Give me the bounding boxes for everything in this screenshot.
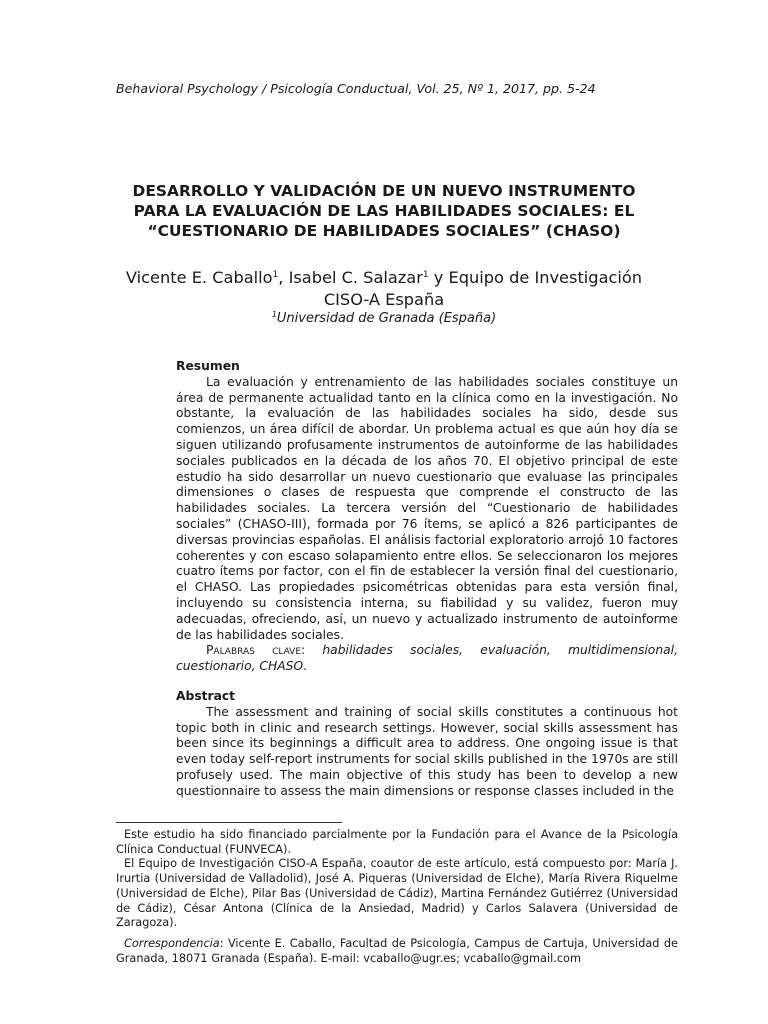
author-line-2: CISO-A España xyxy=(323,290,445,309)
author-separator: , xyxy=(278,268,289,287)
article-title xyxy=(100,181,668,241)
affiliation-marker: 1 xyxy=(272,270,279,280)
author-name: Isabel C. Salazar xyxy=(288,268,423,287)
keywords-terms: habilidades sociales, evaluación, multidimensional, cuestionario, CHASO xyxy=(176,643,678,674)
abstract-body: The assessment and training of social skills constitutes a continuous hot topic both in clinic and research settings. However, social skills assessment has been since its beginnings a difficult area to address. One ongoing issue is that even today self-report instruments for social skills published in the 1970s are still profusely used. The main objective of this study has been to develop a new questionnaire to assess the main dimensions or response classes included in the xyxy=(176,704,678,798)
footnotes xyxy=(116,828,678,966)
correspondence-text: : Vicente E. Caballo, Facultad de Psicología, Campus de Cartuja, Universidad de Granada, 18071 Granada (España). E-mail: vcaballo@ugr.es; vcaballo@gmail.com xyxy=(116,936,678,965)
footnote-correspondence xyxy=(116,937,678,966)
footnote-divider xyxy=(116,822,342,823)
footnote-team: El Equipo de Investigación CISO-A España, coautor de este artículo, está compuesto por: María J. Irurtia (Universidad de Valladolid), José A. Piqueras (Universidad de Elche), María Rivera Riquelme (Universidad de Elche), Pilar Bas (Universidad de Cádiz), Martina Fernández Gutiérrez (Universidad de Cádiz), César Antona (Clínica de la Ansiedad, Madrid) y Carlos Salavera (Universidad de Zaragoza). xyxy=(116,857,678,930)
resumen-section xyxy=(176,359,678,675)
author-line-1 xyxy=(100,267,668,289)
title-line-1: DESARROLLO Y VALIDACIÓN DE UN NUEVO INSTRUMENTO xyxy=(132,182,636,200)
keywords-separator: : xyxy=(301,643,323,658)
affiliation-marker: 1 xyxy=(422,270,429,280)
resumen-body: La evaluación y entrenamiento de las habilidades sociales constituye un área de permanente actualidad tanto en la clínica como en la investigación. No obstante, la evaluación de las habilidades sociales ha sido, desde sus comienzos, un área difícil de abordar. Un problema actual es que aún hoy día se siguen utilizando profusamente instrumentos de autoinforme de las habilidades sociales publicados en la década de los años 70. El objetivo principal de este estudio ha sido desarrollar un nuevo cuestionario que evaluase las principales dimensiones o clases de respuesta que comprende el constructo de las habilidades sociales. La tercera versión del “Cuestionario de habilidades sociales” (CHASO-III), formada por 76 ítems, se aplicó a 826 participantes de diversas provincias españolas. El análisis factorial exploratorio arrojó 10 factores coherentes y con escaso solapamiento entre ellos. Se seleccionaron los mejores cuatro ítems por factor, con el fin de establecer la versión final del cuestionario, el CHASO. Las propiedades psicométricas obtenidas para esta versión final, incluyendo su consistencia interna, su fiabilidad y su validez, fueron muy adecuadas, ofreciendo, así, un nuevo y actualizado instrumento de autoinforme de las habilidades sociales. xyxy=(176,374,678,642)
footnote-funding: Este estudio ha sido financiado parcialmente por la Fundación para el Avance de la Psicología Clínica Conductual (FUNVECA). xyxy=(116,828,678,856)
abstract-section xyxy=(176,689,678,800)
keywords-end: . xyxy=(303,659,308,674)
affiliation xyxy=(100,310,668,327)
author-group: y Equipo de Investigación xyxy=(428,268,643,287)
keywords-line xyxy=(176,643,678,675)
correspondence-label: Correspondencia xyxy=(124,936,220,950)
title-line-3: “CUESTIONARIO DE HABILIDADES SOCIALES” (CHASO) xyxy=(147,222,621,240)
journal-header: Behavioral Psychology / Psicología Conductual, Vol. 25, Nº 1, 2017, pp. 5-24 xyxy=(116,81,596,96)
author-name: Vicente E. Caballo xyxy=(125,268,273,287)
title-line-2: PARA LA EVALUACIÓN DE LAS HABILIDADES SOCIALES: EL xyxy=(133,202,635,220)
affiliation-marker: 1 xyxy=(271,310,277,319)
affiliation-text: Universidad de Granada (España) xyxy=(276,311,497,326)
keywords-label: Palabras clave xyxy=(206,643,302,658)
resumen-heading: Resumen xyxy=(176,359,240,373)
abstract-heading: Abstract xyxy=(176,689,236,703)
author-list xyxy=(100,267,668,311)
